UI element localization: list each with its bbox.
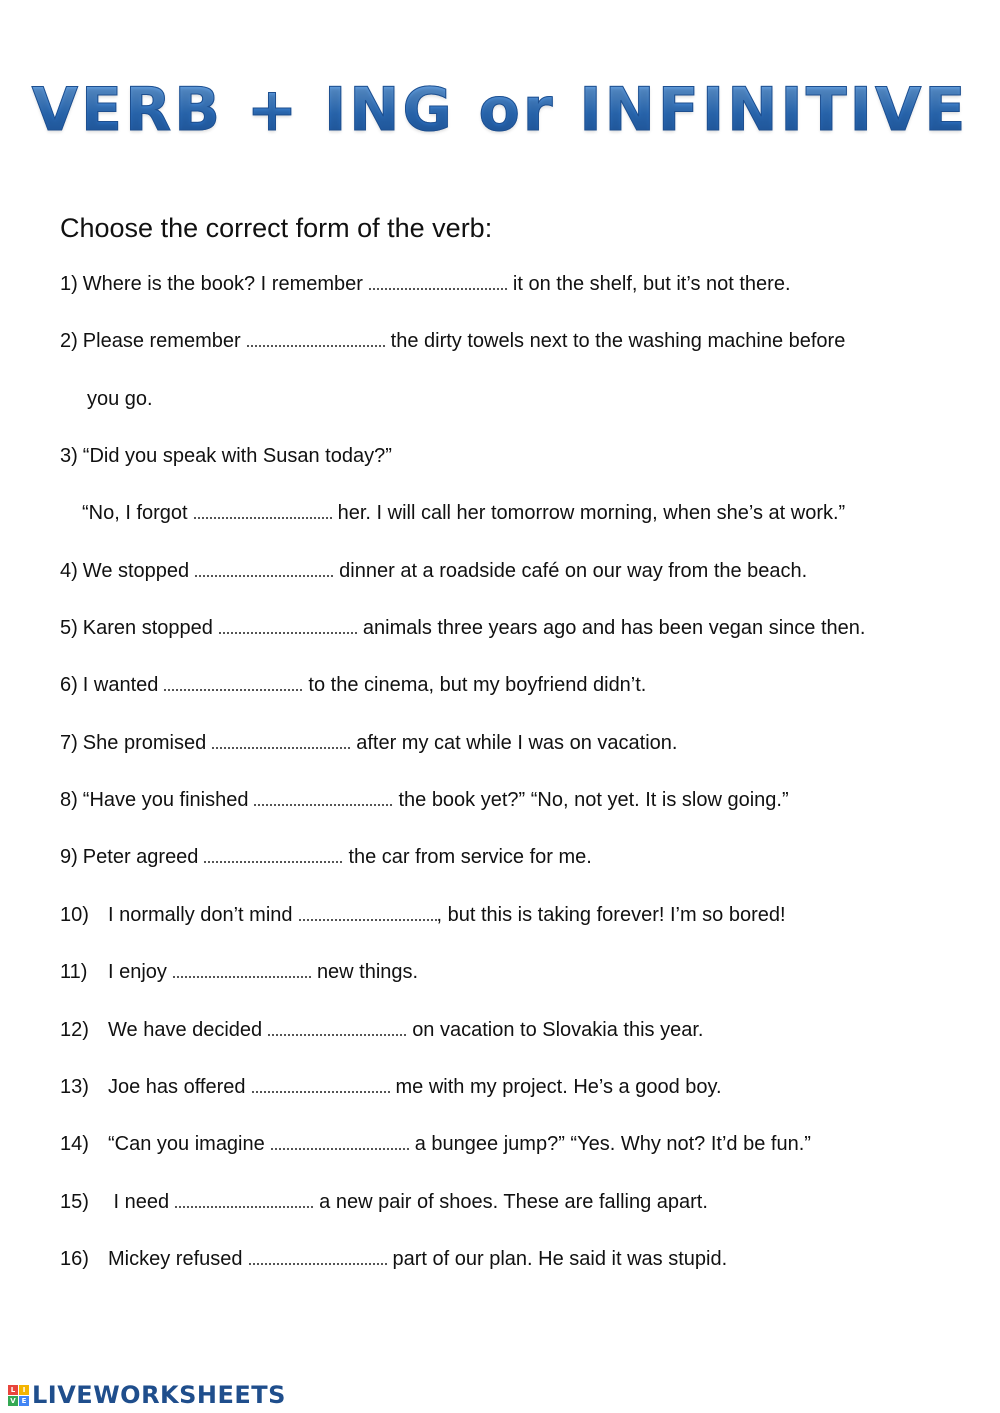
question-text-after: animals three years ago and has been vegan since then.	[362, 617, 866, 639]
question-9	[60, 843, 592, 871]
question-11	[60, 958, 418, 986]
answer-blank-4[interactable]	[195, 557, 333, 577]
answer-blank-16[interactable]	[249, 1245, 387, 1265]
question-text-before: “Have you finished	[82, 789, 249, 811]
answer-blank-14[interactable]	[271, 1130, 409, 1150]
question-text-before: Joe has offered	[108, 1076, 246, 1098]
question-number: 10)	[60, 904, 89, 926]
question-number: 5)	[60, 617, 78, 639]
answer-blank-15[interactable]	[175, 1188, 313, 1208]
question-3-reply	[82, 499, 845, 527]
answer-blank-11[interactable]	[173, 958, 311, 978]
answer-blank-13[interactable]	[252, 1073, 390, 1093]
question-text-before: Mickey refused	[108, 1248, 243, 1270]
question-8	[60, 786, 789, 814]
question-number: 6)	[60, 674, 78, 696]
question-6	[60, 671, 646, 699]
question-text-after: after my cat while I was on vacation.	[356, 732, 678, 754]
answer-blank-7[interactable]	[212, 729, 350, 749]
question-text-after: it on the shelf, but it’s not there.	[512, 273, 791, 295]
answer-blank-3[interactable]	[194, 499, 332, 519]
question-text-after: , but this is taking forever! I’m so bored!	[436, 904, 786, 926]
question-15	[60, 1188, 708, 1216]
answer-blank-5[interactable]	[219, 614, 357, 634]
question-number: 2)	[60, 330, 78, 352]
question-text-after: me with my project. He’s a good boy.	[395, 1076, 722, 1098]
question-5	[60, 614, 865, 642]
question-text-after: the car from service for me.	[348, 846, 592, 868]
question-text-before: “Can you imagine	[108, 1133, 265, 1155]
question-text-after: part of our plan. He said it was stupid.	[392, 1248, 728, 1270]
logo-text: LIVEWORKSHEETS	[32, 1381, 286, 1409]
question-text-continuation: you go.	[87, 388, 153, 410]
question-text-after: on vacation to Slovakia this year.	[412, 1019, 704, 1041]
question-number: 7)	[60, 732, 78, 754]
question-2-continuation	[87, 385, 153, 413]
question-text-before: We have decided	[108, 1019, 263, 1041]
answer-blank-6[interactable]	[164, 671, 302, 691]
question-14	[60, 1130, 811, 1158]
question-text-after: a bungee jump?” “Yes. Why not? It’d be fun.”	[414, 1133, 811, 1155]
question-4	[60, 557, 807, 585]
question-number: 9)	[60, 846, 78, 868]
question-number: 14)	[60, 1133, 89, 1155]
question-13	[60, 1073, 722, 1101]
question-text-before: Please remember	[82, 330, 241, 352]
question-text-before: Peter agreed	[82, 846, 199, 868]
question-text-after: her. I will call her tomorrow morning, when she’s at work.”	[337, 502, 846, 524]
question-text-after: dinner at a roadside café on our way from the beach.	[339, 560, 808, 582]
worksheet-title: VERB + ING or INFINITIVE	[0, 72, 1000, 148]
question-text-after: to the cinema, but my boyfriend didn’t.	[308, 674, 647, 696]
question-10	[60, 901, 786, 929]
question-text-before: Karen stopped	[82, 617, 213, 639]
question-number: 8)	[60, 789, 78, 811]
logo-mark-cell: V	[8, 1396, 18, 1406]
liveworksheets-logo	[8, 1380, 286, 1410]
question-number: 3)	[60, 445, 78, 467]
logo-mark-cell: E	[19, 1396, 29, 1406]
question-16	[60, 1245, 727, 1273]
question-text-before: I enjoy	[108, 961, 167, 983]
answer-blank-2[interactable]	[247, 327, 385, 347]
question-text-after: the book yet?” “No, not yet. It is slow going.”	[398, 789, 789, 811]
question-number: 13)	[60, 1076, 89, 1098]
answer-blank-12[interactable]	[268, 1016, 406, 1036]
question-text-after: the dirty towels next to the washing machine before	[390, 330, 846, 352]
logo-mark-cell: I	[19, 1385, 29, 1395]
question-number: 11)	[60, 961, 88, 983]
question-12	[60, 1016, 703, 1044]
question-3	[60, 442, 392, 470]
logo-mark-cell: L	[8, 1385, 18, 1395]
question-text-before: I wanted	[82, 674, 159, 696]
question-text-before: I need	[108, 1191, 170, 1213]
question-text: “Did you speak with Susan today?”	[82, 445, 392, 467]
answer-blank-8[interactable]	[254, 786, 392, 806]
answer-blank-9[interactable]	[204, 843, 342, 863]
instruction-text: Choose the correct form of the verb:	[60, 213, 493, 243]
question-text-before: I normally don’t mind	[108, 904, 293, 926]
question-number: 16)	[60, 1248, 89, 1270]
question-text-before: Where is the book? I remember	[82, 273, 363, 295]
question-number: 15)	[60, 1191, 89, 1213]
question-text-before: She promised	[82, 732, 207, 754]
logo-mark-icon	[8, 1385, 29, 1406]
question-7	[60, 729, 677, 757]
answer-blank-1[interactable]	[369, 270, 507, 290]
question-1	[60, 270, 791, 298]
question-text-after: a new pair of shoes. These are falling apart.	[319, 1191, 708, 1213]
answer-blank-10[interactable]	[299, 901, 437, 921]
question-number: 12)	[60, 1019, 89, 1041]
question-text-before: “No, I forgot	[82, 502, 188, 524]
question-number: 4)	[60, 560, 78, 582]
question-text-after: new things.	[316, 961, 419, 983]
question-number: 1)	[60, 273, 78, 295]
question-text-before: We stopped	[82, 560, 190, 582]
question-2	[60, 327, 845, 355]
